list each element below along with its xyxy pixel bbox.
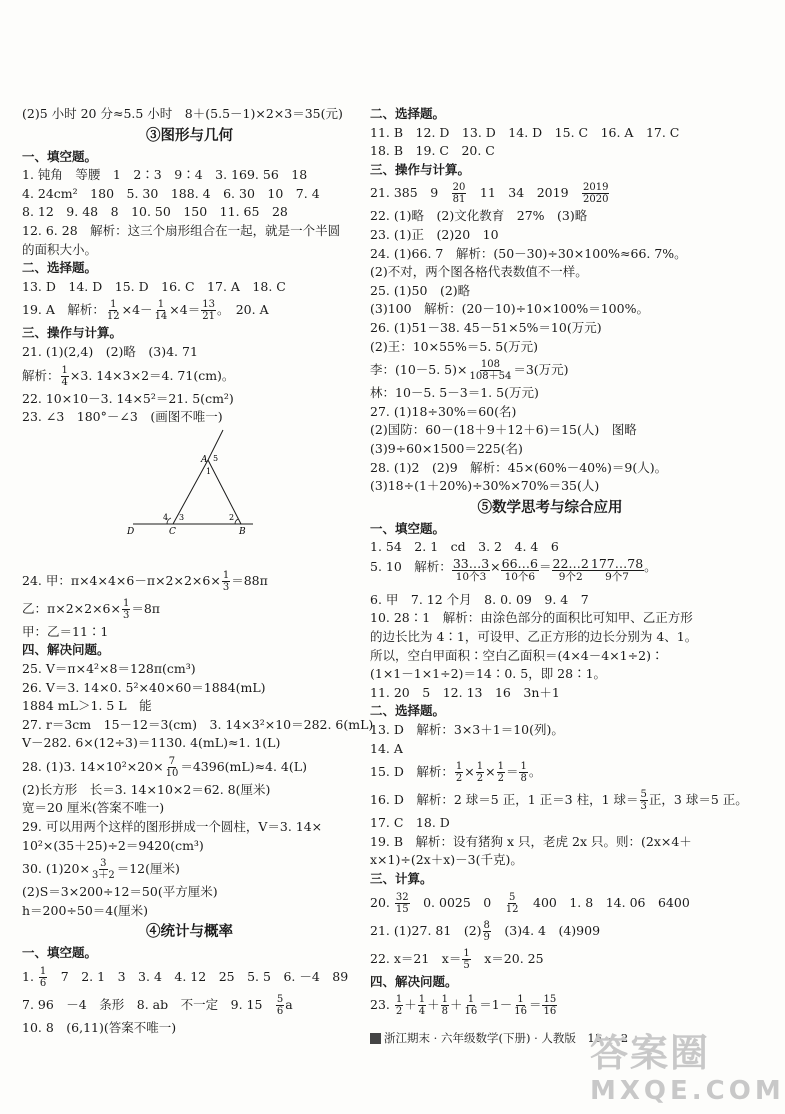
answer-line: 24. (1)66. 7 解析：(50－30)÷30×100%≈66. 7%。 — [370, 245, 687, 261]
answer-line: 10. 28∶1 解析：由涂色部分的面积比可知甲、乙正方形 — [370, 610, 693, 626]
answer-line: 28. (1)2 (2)9 解析：45×(60%－40%)＝9(人)。 — [370, 459, 668, 475]
question-type-heading: 二、选择题。 — [370, 703, 446, 719]
label-angle-3: 3 — [179, 513, 185, 522]
answer-line: 8. 12 9. 48 8 10. 50 150 11. 65 28 — [22, 204, 288, 220]
answer-line: x×1)÷(2x＋x)－3(千克)。 — [370, 852, 523, 868]
fraction-numerator: 3 — [100, 858, 107, 870]
angle-arc — [235, 519, 238, 524]
fraction — [106, 299, 121, 322]
question-type-heading: 一、填空题。 — [370, 520, 446, 536]
answer-text: 乙：π×2×2×6× — [22, 600, 121, 616]
answer-line: 所以，空白甲面积∶空白乙面积＝(4×4－4×1÷2)∶ — [370, 647, 664, 663]
answer-text: 7. 96 －4 条形 8. ab 不一定 9. 15 — [22, 997, 275, 1013]
fraction — [513, 994, 528, 1017]
fraction — [497, 761, 505, 784]
answer-line: 甲：乙＝11∶1 — [22, 623, 109, 639]
answer-line — [370, 557, 730, 591]
fraction-numerator: 1 — [441, 994, 449, 1006]
answer-text: 24. 甲：π×4×4×6－π×2×2×6× — [22, 572, 221, 588]
fraction-denominator: 3＋2 — [91, 870, 115, 882]
fraction-denominator: 3 — [640, 801, 647, 813]
answer-text: ×3. 14×3×2＝4. 71(cm)。 — [69, 367, 235, 383]
fraction-denominator: 2020 — [583, 194, 609, 206]
fraction — [276, 994, 284, 1017]
fraction-numerator: 1 — [222, 569, 230, 581]
answer-text: 19. A 解析： — [22, 302, 105, 318]
answer-line: 宽＝20 厘米(答案不唯一) — [22, 800, 165, 816]
fraction — [441, 994, 449, 1017]
fraction-numerator: 13 — [202, 299, 215, 311]
fraction — [640, 789, 648, 812]
fraction-numerator: 1 — [463, 947, 470, 959]
answer-line: (3)9÷60×1500＝225(名) — [370, 440, 523, 456]
fraction — [122, 598, 130, 621]
fraction-denominator: 6 — [39, 978, 47, 990]
underbrace-count: 10个6 — [504, 570, 536, 583]
fraction-denominator: 16 — [514, 1006, 527, 1018]
label-angle-5: 5 — [213, 454, 219, 463]
left-column — [22, 105, 374, 1038]
answer-line: 26. (1)51－38. 45－51×5%＝10(万元) — [370, 319, 602, 335]
answer-line — [370, 945, 730, 973]
answer-line — [22, 855, 357, 883]
underbrace-digits: 177…78 — [590, 555, 644, 571]
answer-line: h＝200÷50＝4(厘米) — [22, 902, 148, 918]
answer-text: a — [285, 997, 293, 1013]
answer-text: ＝ — [539, 558, 552, 574]
answer-line: 22. (1)略 (2)文化教育 27% (3)略 — [370, 208, 588, 224]
section-title: ④统计与概率 — [146, 923, 233, 941]
label-b: B — [239, 527, 246, 537]
fraction-numerator: 1 — [476, 761, 484, 773]
fraction-denominator: 12 — [505, 903, 519, 915]
footer-logo-icon — [370, 1033, 381, 1044]
answer-text: 400 1. 8 14. 06 6400 — [520, 894, 690, 910]
answer-line: 林：10－5. 5－3＝1. 5(万元) — [370, 385, 539, 401]
answer-text: 。 20. A — [216, 302, 269, 318]
answer-text: ＋ — [450, 997, 463, 1013]
answer-text: 解析： — [22, 367, 60, 383]
fraction-numerator: 108 — [480, 359, 500, 371]
answer-text: 1. — [22, 969, 38, 985]
question-type-heading: 一、填空题。 — [22, 148, 98, 164]
fraction — [91, 858, 116, 881]
underbrace-digits: 33…3 — [452, 555, 490, 571]
page-footer — [370, 1030, 629, 1050]
fraction-denominator: 16 — [543, 1006, 557, 1018]
watermark-title: 答案圈 — [590, 1031, 711, 1075]
underbrace-group — [552, 557, 590, 584]
answer-line: 29. 可以用两个这样的图形拼成一个圆柱，V＝3. 14× — [22, 819, 323, 835]
answer-text: ＋ — [404, 997, 417, 1013]
geometry-figure — [105, 430, 275, 545]
fraction-denominator: 12 — [106, 311, 120, 323]
fraction-numerator: 1 — [418, 994, 426, 1006]
answer-text: 5. 10 解析： — [370, 558, 452, 574]
fraction-numerator: 15 — [543, 994, 557, 1006]
fraction-numerator: 2019 — [583, 182, 609, 194]
answer-text: (3)4. 4 (4)909 — [491, 922, 601, 938]
fraction-denominator: 2 — [455, 773, 463, 785]
answer-text: ×4＝ — [169, 302, 201, 318]
fraction-denominator: 21 — [202, 311, 215, 323]
answer-line: 23. (1)正 (2)20 10 — [370, 226, 499, 242]
fraction — [519, 761, 527, 784]
underbrace-group — [501, 557, 539, 584]
fraction-denominator: 4 — [418, 1006, 426, 1018]
underbrace-count: 9个7 — [605, 570, 629, 583]
answer-line: (2)王：10×55%＝5. 5(万元) — [370, 338, 538, 354]
answer-line: (2)S＝3×200÷12＝50(平方厘米) — [22, 884, 218, 900]
answer-text: ＝4396(mL)≈4. 4(L) — [180, 758, 307, 774]
fraction-denominator: 10 — [165, 767, 179, 779]
answer-line: 19. B 解析：设有猪狗 x 只，老虎 2x 只。则：(2x×4＋ — [370, 833, 692, 849]
answer-line: 13. D 解析：3×3＋1＝10(列)。 — [370, 722, 564, 738]
fraction-numerator: 20 — [452, 182, 466, 194]
answer-text: 11 34 2019 — [467, 185, 582, 201]
answer-line: 的边长比为 4∶1，可设甲、乙正方形的边长分别为 4、1。 — [370, 629, 698, 645]
answer-line: 11. 20 5 12. 13 16 3n＋1 — [370, 684, 560, 700]
answer-text: 30. (1)20× — [22, 861, 90, 877]
right-column — [370, 105, 748, 1019]
fraction — [61, 365, 69, 388]
answer-line: V－282. 6×(12÷3)＝1130. 4(mL)≈1. 1(L) — [22, 735, 281, 751]
question-type-heading: 三、操作与计算。 — [370, 161, 471, 177]
fraction-denominator: 81 — [452, 194, 466, 206]
answer-line: (2)长方形 长＝3. 14×10×2＝62. 8(厘米) — [22, 781, 271, 797]
fraction-denominator: 16 — [464, 1006, 478, 1018]
answer-line — [22, 362, 357, 390]
answer-line: 11. B 12. D 13. D 14. D 15. C 16. A 17. C — [370, 124, 680, 140]
question-type-heading: 四、解决问题。 — [370, 973, 458, 989]
fraction — [469, 359, 513, 382]
answer-line — [370, 889, 730, 917]
answer-line: 18. B 19. C 20. C — [370, 143, 495, 159]
fraction-denominator: 108＋54 — [469, 371, 512, 383]
answer-line — [370, 179, 730, 207]
answer-line: 13. D 14. D 15. D 16. C 17. A 18. C — [22, 278, 286, 294]
footer-text: 浙江期末 · 六年级数学(下册) · 人教版 15 — 2 — [384, 1031, 629, 1045]
fraction-numerator: 1 — [157, 299, 165, 311]
answer-line — [370, 786, 748, 814]
label-angle-2: 2 — [229, 513, 235, 522]
answer-text: ＝12(厘米) — [116, 861, 180, 877]
answer-line: 1. 钝角 等腰 1 2∶3 9∶4 3. 169. 56 18 — [22, 167, 308, 183]
answer-line: 27. r＝3cm 15－12＝3(cm) 3. 14×3²×10＝282. 6(mL) — [22, 716, 374, 732]
label-d: D — [127, 527, 135, 537]
answer-line: 4. 24cm² 180 5. 30 188. 4 6. 30 10 7. 4 — [22, 185, 320, 201]
answer-text: 21. 385 9 — [370, 185, 451, 201]
answer-line: 22. 10×10－3. 14×5²＝21. 5(cm²) — [22, 390, 234, 406]
watermark-url: MXQE.COM — [590, 1076, 785, 1106]
fraction-numerator: 1 — [122, 597, 130, 609]
fraction-denominator: 14 — [154, 311, 168, 323]
section-title: ③图形与几何 — [146, 126, 233, 144]
label-c: C — [169, 527, 176, 537]
fraction-numerator: 1 — [517, 994, 524, 1006]
answer-line: (2)5 小时 20 分≈5.5 小时 8＋(5.5－1)×2×3＝35(元) — [22, 106, 343, 121]
fraction — [39, 966, 47, 989]
underbrace-digits: 22…2 — [552, 555, 589, 571]
answer-line — [22, 595, 357, 623]
answer-text: 23. — [370, 997, 394, 1013]
question-type-heading: 四、解决问题。 — [22, 642, 110, 658]
answer-line — [22, 567, 357, 595]
answer-text: ＋ — [427, 997, 440, 1013]
underbrace-group — [452, 557, 490, 584]
fraction-numerator: 1 — [61, 364, 68, 376]
fraction — [452, 182, 467, 205]
answer-text: 22. x＝21 x＝ — [370, 950, 462, 966]
answer-line: 23. ∠3 180°－∠3 (画图不唯一) — [22, 409, 223, 425]
fraction — [418, 994, 426, 1017]
fraction-denominator: 8 — [520, 773, 527, 785]
answer-text: × — [485, 764, 496, 780]
fraction-numerator: 7 — [168, 755, 176, 767]
answer-line — [22, 991, 357, 1019]
answer-text: 正，3 球＝5 正。 — [648, 792, 748, 808]
answer-text: ＝ — [505, 764, 519, 780]
fraction-numerator: 32 — [395, 891, 409, 903]
fraction-denominator: 4 — [61, 376, 68, 388]
fraction — [201, 299, 216, 322]
answer-line: 10. 8 (6,11)(答案不唯一) — [22, 1020, 177, 1036]
underbrace-count: 10个3 — [455, 570, 487, 583]
fraction — [582, 182, 609, 205]
fraction-numerator: 1 — [110, 299, 117, 311]
fraction-denominator: 5 — [463, 959, 470, 971]
answer-text: ＝ — [528, 997, 542, 1013]
fraction-denominator: 2 — [497, 773, 504, 785]
answer-line: 21. (1)(2,4) (2)略 (3)4. 71 — [22, 343, 198, 359]
fraction-denominator: 15 — [395, 903, 409, 915]
label-a: A — [201, 455, 208, 465]
fraction-denominator: 3 — [122, 609, 130, 621]
answer-line: 26. V＝3. 14×0. 5²×40×60＝1884(mL) — [22, 679, 266, 695]
answer-text: x＝20. 25 — [471, 950, 544, 966]
fraction-denominator: 8 — [441, 1006, 449, 1018]
answer-text: 20. — [370, 894, 394, 910]
answer-text: ＝8π — [131, 600, 161, 616]
question-type-heading: 三、操作与计算。 — [22, 325, 123, 341]
answer-line: 17. C 18. D — [370, 815, 450, 831]
answer-text: 。 — [644, 558, 657, 574]
answer-text: ×4－ — [121, 302, 153, 318]
fraction — [455, 761, 463, 784]
fraction — [222, 570, 230, 593]
answer-text: 21. (1)27. 81 (2) — [370, 922, 482, 938]
segment-ba — [208, 460, 241, 524]
section-title: ⑤数学思考与综合应用 — [477, 498, 623, 516]
fraction-numerator: 8 — [483, 919, 490, 931]
answer-line: 6. 甲 7. 12 个月 8. 0. 09 9. 4 7 — [370, 591, 589, 607]
fraction-numerator: 5 — [276, 994, 284, 1006]
answer-line — [370, 356, 730, 384]
question-type-heading: 一、填空题。 — [22, 945, 98, 961]
answer-line — [22, 753, 357, 781]
answer-text: 7 2. 1 3 3. 4 4. 12 25 5. 5 6. －4 89 — [48, 969, 349, 985]
fraction-denominator: 6 — [276, 1006, 284, 1018]
watermark — [590, 1030, 785, 1110]
fraction — [464, 994, 479, 1017]
underbrace-digits: 66…6 — [501, 555, 539, 571]
fraction-denominator: 2 — [395, 1006, 403, 1018]
answer-line — [370, 917, 730, 945]
fraction — [505, 892, 520, 915]
fraction-numerator: 1 — [455, 761, 463, 773]
fraction — [462, 948, 470, 971]
answer-line: 12. 6. 28 解析：这三个扇形组合在一起，就是一个半圆 — [22, 222, 341, 238]
answer-line — [370, 758, 730, 786]
fraction-numerator: 5 — [508, 891, 516, 903]
fraction-denominator: 9 — [483, 931, 490, 943]
fraction — [395, 994, 403, 1017]
answer-line: 27. (1)18÷30%＝60(名) — [370, 403, 517, 419]
answer-line: (3)18÷(1＋20%)÷30%×70%＝35(人) — [370, 478, 600, 494]
answer-text: × — [490, 558, 501, 574]
answer-line: 10²×(35＋25)÷2＝9420(cm³) — [22, 837, 204, 853]
question-type-heading: 二、选择题。 — [22, 260, 98, 276]
fraction — [154, 299, 169, 322]
answer-text: 16. D 解析：2 球＝5 正，1 正＝3 柱，1 球＝ — [370, 792, 639, 808]
question-type-heading: 二、选择题。 — [370, 106, 446, 121]
answer-line: 25. (1)50 (2)略 — [370, 282, 471, 298]
underbrace-group — [590, 557, 644, 584]
fraction — [165, 756, 180, 779]
fraction-numerator: 5 — [640, 789, 647, 801]
fraction-denominator: 2 — [476, 773, 484, 785]
fraction-numerator: 1 — [520, 761, 527, 773]
fraction-numerator: 1 — [39, 966, 47, 978]
answer-text: 28. (1)3. 14×10²×20× — [22, 758, 164, 774]
fraction-numerator: 1 — [467, 994, 475, 1006]
answer-text: 李：(10－5. 5)× — [370, 362, 468, 378]
answer-line: (1×1－1×1÷2)＝14∶0. 5，即 28∶1。 — [370, 666, 607, 682]
question-type-heading: 三、计算。 — [370, 871, 433, 886]
answer-text: ＝3(万元) — [513, 362, 569, 378]
fraction-numerator: 1 — [497, 761, 504, 773]
label-angle-4: 4 — [163, 513, 169, 522]
fraction — [476, 761, 484, 784]
answer-line: 1. 54 2. 1 cd 3. 2 4. 4 6 — [370, 539, 559, 555]
answer-line: 14. A — [370, 740, 403, 756]
answer-text: 。 — [528, 764, 542, 780]
underbrace-count: 9个2 — [558, 570, 583, 583]
answer-line: 25. V＝π×4²×8＝128π(cm³) — [22, 660, 196, 676]
label-angle-1: 1 — [206, 467, 212, 476]
answer-text: 0. 0025 0 — [410, 894, 504, 910]
answer-line: 1884 mL＞1. 5 L 能 — [22, 698, 152, 714]
fraction — [483, 920, 491, 943]
answer-line — [370, 991, 730, 1019]
answer-line — [22, 963, 357, 991]
answer-line: (2)不对，两个图各格代表数值不一样。 — [370, 264, 588, 280]
answer-text: 15. D 解析： — [370, 764, 454, 780]
fraction-numerator: 1 — [395, 994, 403, 1006]
answer-text: ＝1－ — [479, 997, 513, 1013]
answer-text: ＝88π — [231, 572, 268, 588]
answer-line — [22, 296, 357, 324]
answer-line: (2)国防：60－(18＋9＋12＋6)＝15(人) 图略 — [370, 422, 637, 438]
answer-text: × — [464, 764, 475, 780]
fraction — [542, 994, 557, 1017]
answer-line: 的面积大小。 — [22, 241, 98, 257]
fraction-denominator: 3 — [222, 581, 230, 593]
answer-line: (3)100 解析：(20－10)÷10×100%＝100%。 — [370, 301, 649, 317]
fraction — [395, 892, 410, 915]
